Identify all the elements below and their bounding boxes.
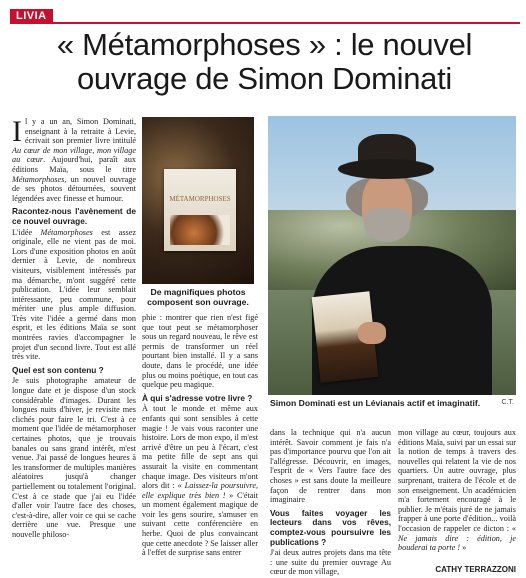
answer-paragraph: À tout le monde et même aux enfants qui sont sensibles à cette magie ! Je vais vous raconter une histoire. Lors de mon expo, il m'est arrivé d'être un peu à l'écart, c'est ma petite fille de sept ans qui assurait la visite en commentant chaque image. Des visiteurs m'ont alors dit : « Laissez-la poursuivre, elle explique très bien ! » C'était un moment également magique de voir les gens sourire, s'amuser en suivant cette conférencière en herbe. Quoi de plus convaincant que cette anecdote ? Se laisser aller à l'effet de surprise sans entrer <box>142 404 258 558</box>
article-column-2 <box>142 313 258 558</box>
answer-paragraph: Je suis photographe amateur de longue date et je dispose d'un stock considérable d'images. Durant les longues nuits d'hiver, je revisite mes clichés pour faire le tri. C'est à ce moment que l'idée de métamorphoser certaines photos, que je trouvais banales ou sans grand intérêt, m'est venue. J'ai passé de longues heures à les transformer de multiples manières aléatoires jusqu'à changer partiellement ou totalement l'original. C'est à ce stade que j'ai eu l'idée d'aller voir l'autre face des choses, c'est-à-dire, aller voir ce qui se cache derrière une vue. Presque une nouvelle philoso- <box>12 376 136 539</box>
section-rubric <box>10 6 520 24</box>
answer-paragraph: J'ai deux autres projets dans ma tête : une suite du premier ouvrage Au cœur de mon village, <box>270 548 391 577</box>
article-headline: « Métamorphoses » : le nouvel ouvrage de Simon Dominati <box>56 27 473 96</box>
drop-cap: I <box>12 115 22 148</box>
answer-paragraph: phie : montrer que rien n'est figé que tout peut se métamorphoser sous un regard nouveau, le rêve est permis de transformer un réel pourtant bien installé. Il y a sans doute, dans le procédé, une idée plus ou moins poétique, en tout cas quelque peu magique. <box>142 313 258 390</box>
answer-paragraph: mon village au cœur, toujours aux éditions Maïa, suivi par un essai sur la notion de temps à travers des nouvelles qui relatent la vie de nos quartiers. Un autre ouvrage, plus surprenant, traitera de l'école et de son enseignement. Un académicien m'a fortement encouragé à le publier. Je m'étais juré de ne jamais frapper à une porte d'édition... voilà l'occasion de rappeler ce dicton : « Ne jamais dire : édition, je bouderai ta porte ! » <box>398 428 516 553</box>
book-cover-title: MÉTAMORPHOSES <box>169 195 231 203</box>
book-cover <box>164 169 236 251</box>
book-photo <box>142 117 254 284</box>
article-column-3 <box>270 428 391 577</box>
author-signature: CATHY TERRAZZONI <box>435 565 516 574</box>
rubric-label: LIVIA <box>10 9 53 23</box>
book-photo-caption: De magnifiques photos composent son ouvrage. <box>147 287 249 307</box>
article-column-4 <box>398 428 516 553</box>
answer-paragraph: L'idée Métamorphoses est assez originale, elle ne vient pas de moi. Lors d'une exposition photos en août dernier à Levie, de nombreux visiteurs, visiblement intéressés par ma démarche, m'ont suggéré cette publication. L'idée leur semblait intéressante, peu commune, pour mériter une plus ample diffusion. Très vite l'idée a germé dans mon esprit, et les éditions Maïa se sont montrées ravies d'accompagner le projet d'un second livre. Tout est allé très vite. <box>12 227 136 362</box>
portrait-caption: Simon Dominati est un Lévianais actif et imaginatif. C.T. <box>270 398 514 408</box>
question-heading: Vous faites voyager les lecteurs dans vos rêves, comptez-vous poursuivre les publications ? <box>270 507 391 547</box>
intro-paragraph: Il y a un an, Simon Dominati, enseignant à la retraite à Levie, écrivait son premier livre intitulé Au cœur de mon village, mon village au cœur. Aujourd'hui, paraît aux éditions Maïa, sous le titre Métamorphoses, un nouvel ouvrage de ses photos détournées, souvent légendées avec finesse et humour. <box>12 115 137 203</box>
question-heading: Racontez-nous l'avènement de ce nouvel ouvrage. <box>12 206 136 226</box>
answer-paragraph: dans la technique qui n'a aucun intérêt. Savoir comment je fais n'a pas d'importance pourvu que l'on ait l'allégresse. Découvrir, en images, l'esprit de « Vers l'autre face des choses » est sans doute la meilleure façon de rentrer dans mon imaginaire <box>270 428 391 505</box>
question-heading: Quel est son contenu ? <box>12 364 104 375</box>
book-cover-art <box>170 215 230 245</box>
photo-credit: C.T. <box>501 399 514 406</box>
author-portrait-photo <box>268 116 516 395</box>
article-column-1 <box>12 117 136 540</box>
question-heading: À qui s'adresse votre livre ? <box>142 392 253 403</box>
